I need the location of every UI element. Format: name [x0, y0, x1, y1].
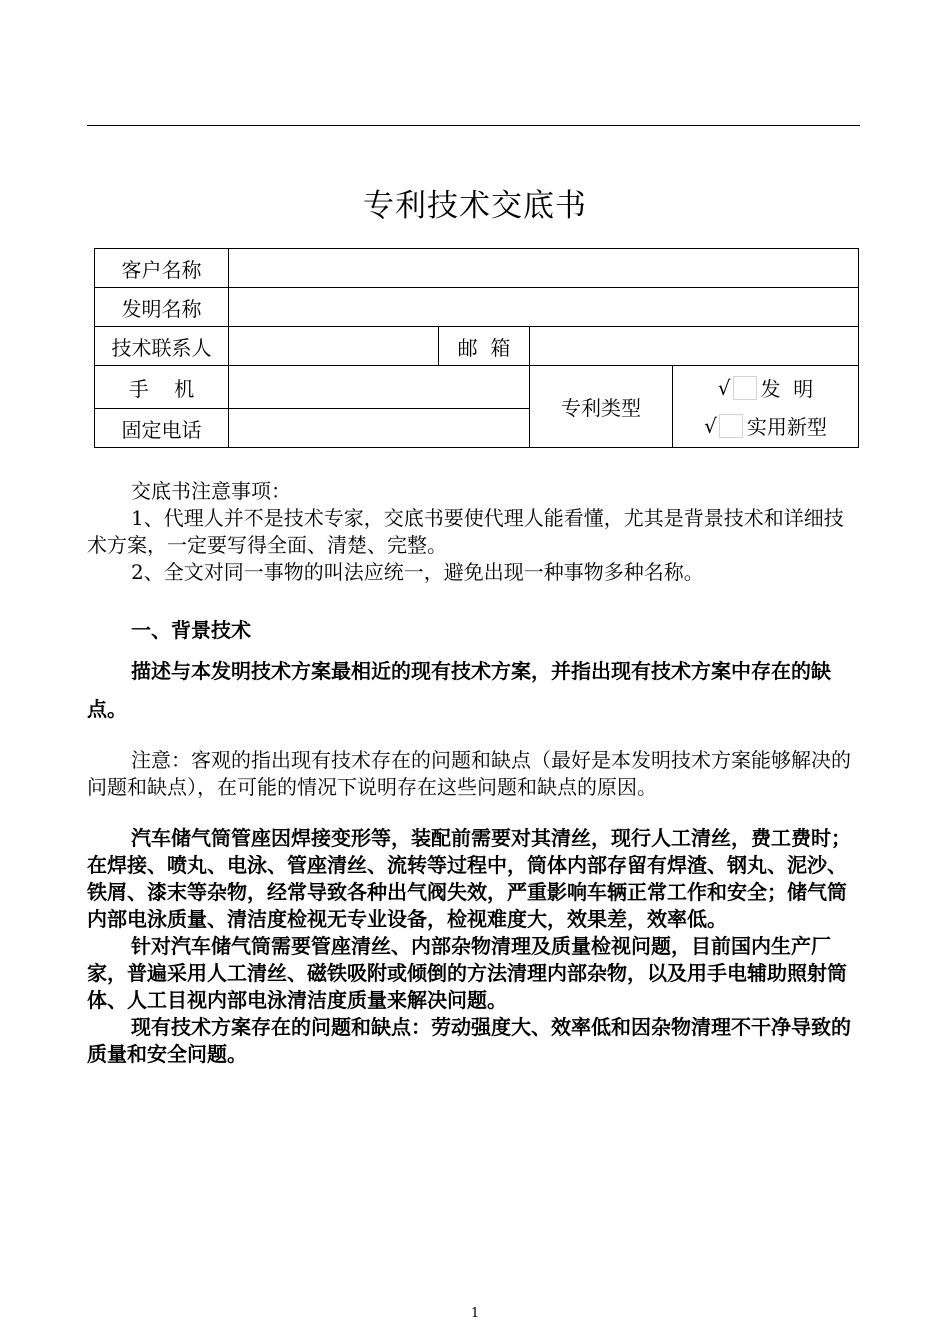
- tech-contact-label: 技术联系人: [95, 327, 229, 366]
- patent-type-option-utility-model[interactable]: [673, 407, 858, 445]
- section-heading: 一、背景技术: [131, 618, 251, 642]
- patent-type-options: [673, 366, 859, 448]
- check-mark-icon: √: [704, 413, 717, 438]
- section-background-heading: [87, 617, 860, 644]
- note-text: 注意：客观的指出现有技术存在的问题和缺点（最好是本发明技术方案能够解决的问题和缺点），在可能的情况下说明存在这些问题和缺点的原因。: [87, 748, 851, 799]
- instruction-text: 描述与本发明技术方案最相近的现有技术方案，并指出现有技术方案中存在的缺点。: [87, 659, 831, 721]
- mobile-field[interactable]: [229, 366, 530, 409]
- background-body: [87, 825, 860, 1068]
- section-instruction: [87, 652, 860, 728]
- invention-name-field[interactable]: [229, 288, 859, 327]
- section-note: [87, 747, 860, 801]
- info-table: [94, 248, 859, 448]
- notes-block: [87, 478, 860, 586]
- background-paragraph-2: 针对汽车储气筒需要管座清丝、内部杂物清理及质量检视问题，目前国内生产厂家，普遍采用人工清丝、磁铁吸附或倾倒的方法清理内部杂物，以及用手电辅助照射筒体、人工目视内部电泳清洁度质量来解决问题。: [87, 934, 847, 1012]
- table-row: [95, 288, 859, 327]
- check-mark-icon: √: [717, 375, 731, 400]
- header-rule: [87, 125, 860, 126]
- checkbox[interactable]: [733, 376, 757, 400]
- document-title: 专利技术交底书: [363, 188, 587, 224]
- checkbox[interactable]: [719, 414, 743, 438]
- customer-name-field[interactable]: [229, 249, 859, 288]
- notes-item-2: 2、全文对同一事物的叫法应统一，避免出现一种事物多种名称。: [131, 560, 704, 584]
- tech-contact-field[interactable]: [229, 327, 439, 366]
- email-field[interactable]: [530, 327, 859, 366]
- patent-type-option-invention[interactable]: [673, 369, 858, 407]
- notes-item-1: 1、代理人并不是技术专家，交底书要使代理人能看懂，尤其是背景技术和详细技术方案，一定要写得全面、清楚、完整。: [87, 506, 844, 557]
- option-label: 实用新型: [746, 415, 827, 439]
- patent-type-label: 专利类型: [530, 366, 673, 448]
- landline-field[interactable]: [229, 409, 530, 448]
- background-paragraph-1: 汽车储气筒管座因焊接变形等，装配前需要对其清丝，现行人工清丝，费工费时；在焊接、喷丸、电泳、管座清丝、流转等过程中，筒体内部存留有焊渣、钢丸、泥沙、铁屑、漆末等杂物，经常导致各种出气阀失效，严重影响车辆正常工作和安全；储气筒内部电泳质量、清洁度检视无专业设备，检视难度大，效果差，效率低。: [87, 826, 851, 931]
- landline-label: 固定电话: [95, 409, 229, 448]
- invention-name-label: 发明名称: [95, 288, 229, 327]
- mobile-label: 手 机: [95, 366, 229, 409]
- table-row: [95, 366, 859, 409]
- table-row: [95, 327, 859, 366]
- email-label: 邮 箱: [439, 327, 530, 366]
- page-number: 1: [470, 1306, 480, 1321]
- notes-heading: 交底书注意事项：: [131, 479, 291, 503]
- option-label: 发 明: [760, 377, 814, 401]
- customer-name-label: 客户名称: [95, 249, 229, 288]
- table-row: [95, 249, 859, 288]
- background-paragraph-3: 现有技术方案存在的问题和缺点：劳动强度大、效率低和因杂物清理不干净导致的质量和安全问题。: [87, 1015, 851, 1066]
